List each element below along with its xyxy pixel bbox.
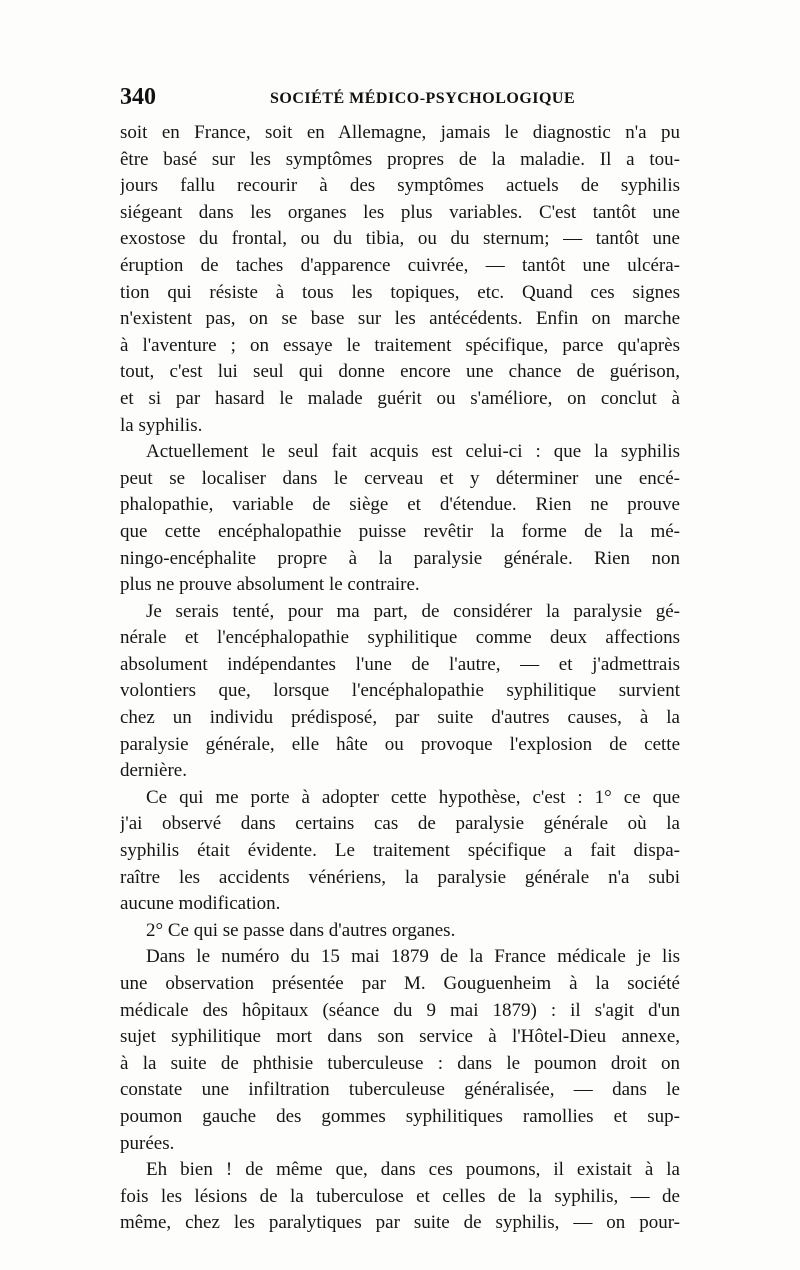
text-line: chez un individu prédisposé, par suite d'autres causes, à la [120, 707, 680, 729]
body-text [120, 120, 680, 1237]
text-line: Eh bien ! de même que, dans ces poumons, il existait à la [146, 1159, 680, 1181]
text-line: constate une infiltration tuberculeuse généralisée, — dans le [120, 1079, 680, 1101]
text-line: j'ai observé dans certains cas de paralysie générale où la [120, 813, 680, 835]
text-line: fois les lésions de la tuberculose et celles de la syphilis, — de [120, 1185, 680, 1207]
text-line: Actuellement le seul fait acquis est celui-ci : que la syphilis [146, 441, 680, 463]
text-line: paralysie générale, elle hâte ou provoque l'explosion de cette [120, 733, 680, 755]
text-line: tout, c'est lui seul qui donne encore une chance de guérison, [120, 361, 680, 383]
text-line: même, chez les paralytiques par suite de syphilis, — on pour- [120, 1212, 680, 1234]
text-line: jours fallu recourir à des symptômes actuels de syphilis [120, 175, 680, 197]
text-line: raître les accidents vénériens, la paralysie générale n'a subi [120, 866, 680, 888]
text-line: aucune modification. [120, 893, 281, 915]
text-line: que cette encéphalopathie puisse revêtir la forme de la mé- [120, 520, 680, 542]
text-line: purées. [120, 1132, 175, 1154]
page-header [120, 84, 680, 114]
text-line: tion qui résiste à tous les topiques, etc. Quand ces signes [120, 281, 680, 303]
text-line: soit en France, soit en Allemagne, jamais le diagnostic n'a pu [120, 122, 680, 143]
text-line: dernière. [120, 760, 187, 782]
text-line: Dans le numéro du 15 mai 1879 de la France médicale je lis [146, 946, 680, 968]
text-line: n'existent pas, on se base sur les antécédents. Enfin on marche [120, 308, 680, 330]
text-line: nérale et l'encéphalopathie syphilitique comme deux affections [120, 627, 680, 649]
text-line: peut se localiser dans le cerveau et y déterminer une encé- [120, 467, 680, 489]
text-line: Ce qui me porte à adopter cette hypothèse, c'est : 1° ce que [146, 786, 680, 808]
text-line: Je serais tenté, pour ma part, de considérer la paralysie gé- [146, 600, 680, 622]
text-line: plus ne prouve absolument le contraire. [120, 574, 420, 596]
text-line: sujet syphilitique mort dans son service à l'Hôtel-Dieu annexe, [120, 1026, 680, 1048]
text-line: 2° Ce qui se passe dans d'autres organes. [146, 919, 456, 941]
running-head: SOCIÉTÉ MÉDICO-PSYCHOLOGIQUE [270, 90, 576, 107]
text-line: à la suite de phthisie tuberculeuse : dans le poumon droit on [120, 1052, 680, 1074]
text-line: médicale des hôpitaux (séance du 9 mai 1879) : il s'agit d'un [120, 999, 680, 1021]
text-line: absolument indépendantes l'une de l'autre, — et j'admettrais [120, 653, 680, 675]
text-line: et si par hasard le malade guérit ou s'améliore, on conclut à [120, 387, 680, 409]
text-line: à l'aventure ; on essaye le traitement spécifique, parce qu'après [120, 334, 680, 356]
text-line: éruption de taches d'apparence cuivrée, — tantôt une ulcéra- [120, 254, 680, 276]
text-line: exostose du frontal, ou du tibia, ou du sternum; — tantôt une [120, 228, 680, 250]
text-line: syphilis était évidente. Le traitement spécifique a fait dispa- [120, 840, 680, 862]
text-line: la syphilis. [120, 414, 203, 436]
text-line: phalopathie, variable de siège et d'étendue. Rien ne prouve [120, 494, 680, 516]
text-line: une observation présentée par M. Gouguenheim à la société [120, 973, 680, 994]
text-line: siégeant dans les organes les plus variables. C'est tantôt une [120, 201, 680, 223]
text-line: être basé sur les symptômes propres de la maladie. Il a tou- [120, 148, 680, 170]
text-line: ningo-encéphalite propre à la paralysie générale. Rien non [120, 547, 680, 569]
text-line: poumon gauche des gommes syphilitiques ramollies et sup- [120, 1105, 680, 1127]
page-number: 340 [120, 84, 156, 110]
text-line: volontiers que, lorsque l'encéphalopathie syphilitique survient [120, 680, 680, 702]
